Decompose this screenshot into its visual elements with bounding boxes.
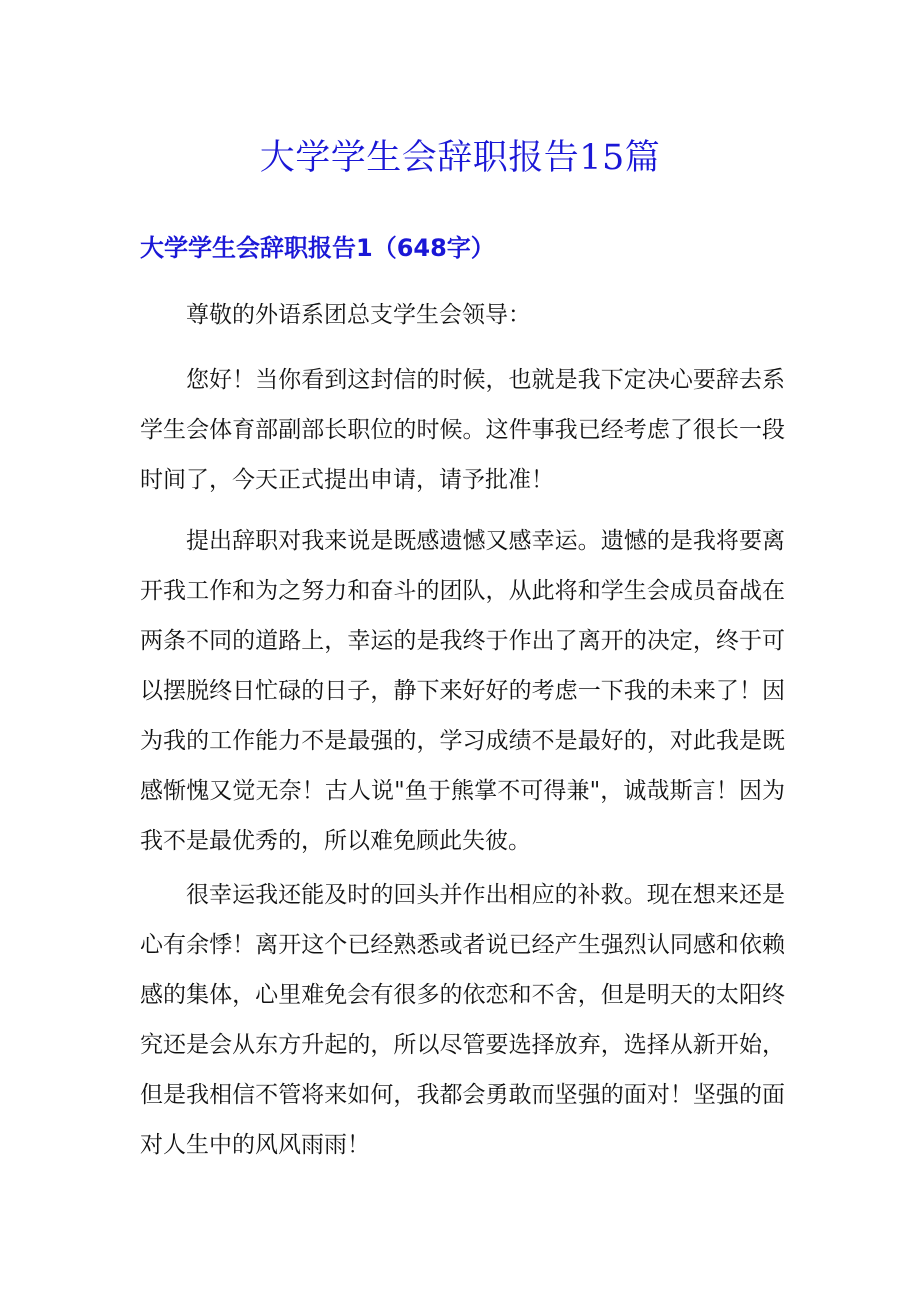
paragraph-2: 提出辞职对我来说是既感遗憾又感幸运。遗憾的是我将要离开我工作和为之努力和奋斗的团队，从此将和学生会成员奋战在两条不同的道路上，幸运的是我终于作出了离开的决定，终于可以摆脱终日忙碌的日子，静下来好好的考虑一下我的未来了！因为我的工作能力不是最强的，学习成绩不是最好的，对此我是既感惭愧又觉无奈！古人说"鱼于熊掌不可得兼"，诚哉斯言！因为我不是最优秀的，所以难免顾此失彼。 [140, 528, 785, 854]
greeting-line: 尊敬的外语系团总支学生会领导： [186, 302, 531, 328]
document-title: 大学学生会辞职报告15篇 [259, 138, 661, 178]
paragraph-1: 您好！当你看到这封信的时候，也就是我下定决心要辞去系学生会体育部副部长职位的时候。这件事我已经考虑了很长一段时间了，今天正式提出申请，请予批准！ [140, 367, 785, 493]
paragraph-3: 很幸运我还能及时的回头并作出相应的补救。现在想来还是心有余悸！离开这个已经熟悉或者说已经产生强烈认同感和依赖感的集体，心里难免会有很多的依恋和不舍，但是明天的太阳终究还是会从东方升起的，所以尽管要选择放弃，选择从新开始，但是我相信不管将来如何，我都会勇敢而坚强的面对！坚强的面对人生中的风风雨雨！ [140, 882, 785, 1158]
section-heading: 大学学生会辞职报告1（648字） [140, 234, 495, 262]
